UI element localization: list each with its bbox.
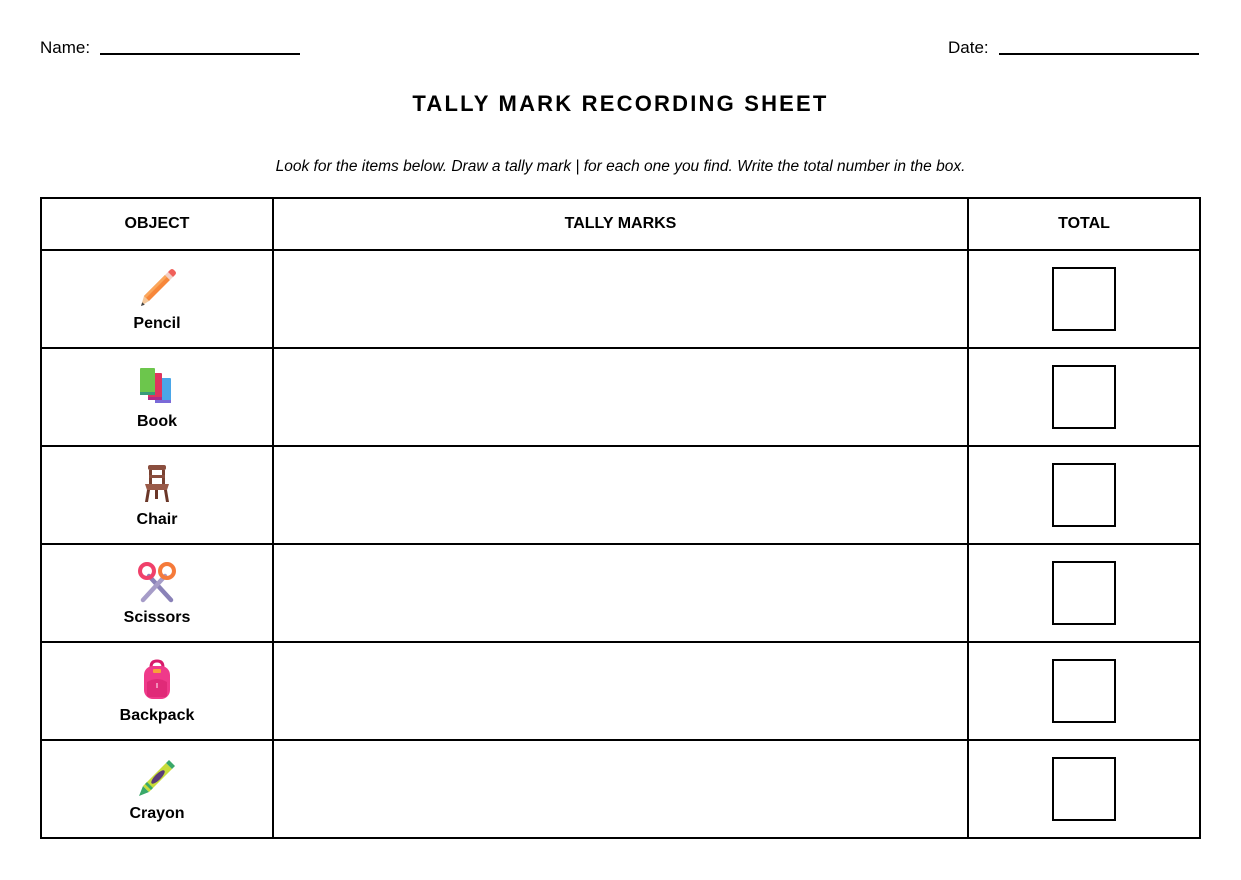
name-field [40, 38, 300, 58]
total-input-box[interactable] [1052, 757, 1116, 821]
table-row [41, 446, 1200, 544]
total-cell [968, 740, 1200, 838]
date-field [948, 38, 1199, 58]
object-cell [41, 446, 273, 544]
books-icon [135, 364, 179, 408]
column-header-tally-marks: TALLY MARKS [273, 198, 968, 250]
object-cell [41, 740, 273, 838]
tally-marks-cell[interactable] [273, 740, 968, 838]
column-header-object: OBJECT [41, 198, 273, 250]
object-cell [41, 544, 273, 642]
tally-marks-cell[interactable] [273, 250, 968, 348]
chair-icon [135, 462, 179, 506]
object-label: Book [137, 412, 177, 430]
scissors-icon [135, 560, 179, 604]
tally-table [40, 197, 1201, 839]
table-header-row [41, 198, 1200, 250]
total-cell [968, 544, 1200, 642]
total-cell [968, 250, 1200, 348]
tally-marks-cell[interactable] [273, 446, 968, 544]
object-cell [41, 250, 273, 348]
total-input-box[interactable] [1052, 561, 1116, 625]
table-row [41, 250, 1200, 348]
object-label: Scissors [123, 608, 191, 626]
backpack-icon [135, 658, 179, 702]
name-label: Name: [40, 38, 91, 57]
tally-marks-cell[interactable] [273, 544, 968, 642]
crayon-icon [135, 756, 179, 800]
date-label: Date: [948, 38, 989, 57]
object-cell [41, 348, 273, 446]
total-cell [968, 446, 1200, 544]
object-label: Crayon [129, 804, 185, 822]
object-cell [41, 642, 273, 740]
object-label: Backpack [119, 706, 195, 724]
page-title: TALLY MARK RECORDING SHEET [412, 91, 829, 116]
instructions-text: Look for the items below. Draw a tally mark | for each one you find. Write the total number in the box. [275, 158, 966, 175]
tally-marks-cell[interactable] [273, 642, 968, 740]
total-input-box[interactable] [1052, 267, 1116, 331]
total-input-box[interactable] [1052, 659, 1116, 723]
table-row [41, 348, 1200, 446]
total-input-box[interactable] [1052, 365, 1116, 429]
total-cell [968, 642, 1200, 740]
table-row [41, 544, 1200, 642]
total-cell [968, 348, 1200, 446]
object-label: Chair [136, 510, 178, 528]
date-input-line[interactable] [999, 53, 1199, 55]
name-input-line[interactable] [100, 53, 300, 55]
table-row [41, 642, 1200, 740]
tally-marks-cell[interactable] [273, 348, 968, 446]
pencil-icon [135, 266, 179, 310]
total-input-box[interactable] [1052, 463, 1116, 527]
object-label: Pencil [133, 314, 181, 332]
table-row [41, 740, 1200, 838]
column-header-total: TOTAL [968, 198, 1200, 250]
